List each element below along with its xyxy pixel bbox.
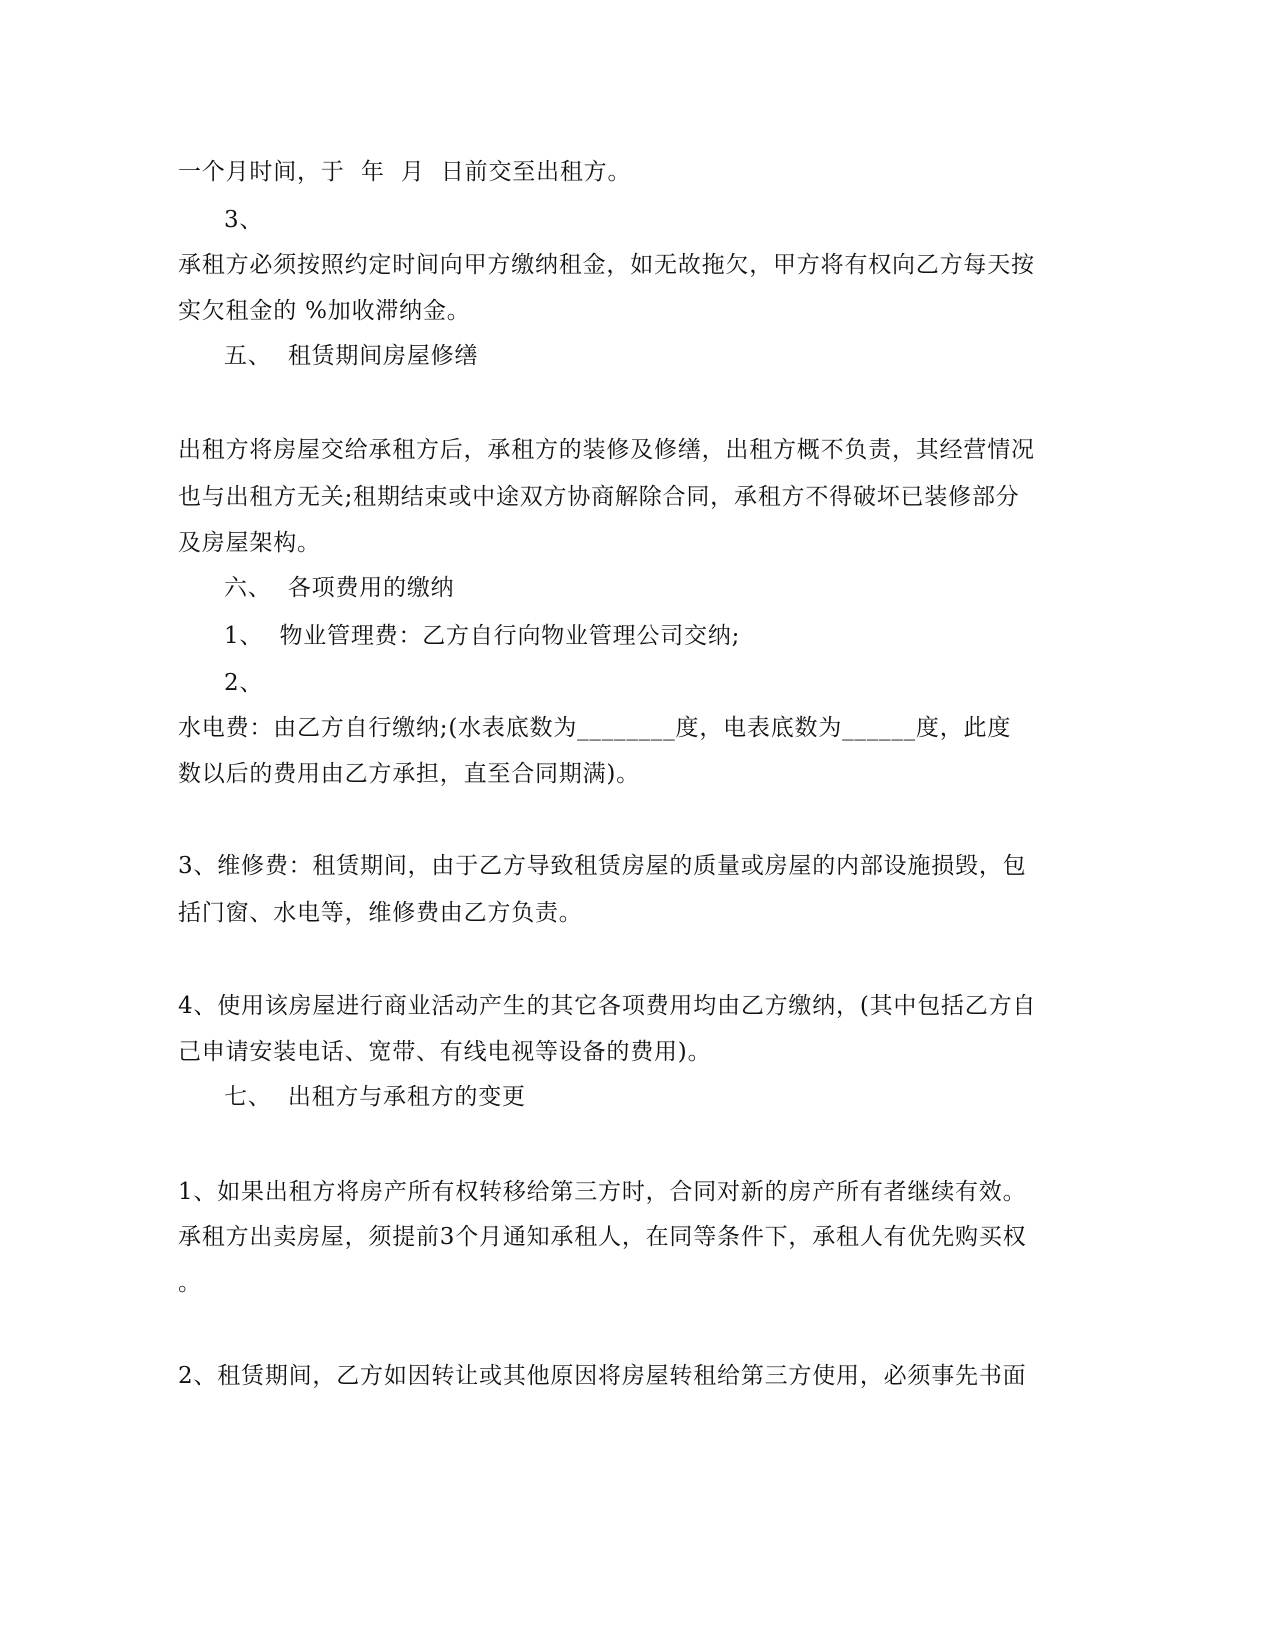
text-line: 。 (178, 1270, 202, 1296)
clause-line: 1、 物业管理费：乙方自行向物业管理公司交纳; (224, 623, 741, 649)
text-line: 3、维修费：租赁期间，由于乙方导致租赁房屋的质量或房屋的内部设施损毁，包 (178, 853, 1027, 879)
text-line: 数以后的费用由乙方承担，直至合同期满)。 (178, 761, 640, 787)
text-line: 实欠租金的 %加收滞纳金。 (178, 298, 471, 324)
text-line: 及房屋架构。 (178, 530, 321, 556)
clause-number: 2、 (224, 670, 264, 696)
text-line: 水电费：由乙方自行缴纳;(水表底数为________度，电表底数为______度，此度 (178, 715, 1012, 741)
text-line: 1、如果出租方将房产所有权转移给第三方时，合同对新的房产所有者继续有效。 (178, 1179, 1027, 1205)
text-line: 承租方出卖房屋，须提前3个月通知承租人，在同等条件下，承租人有优先购买权 (178, 1224, 1027, 1250)
text-line: 己申请安装电话、宽带、有线电视等设备的费用)。 (178, 1039, 712, 1065)
text-line: 出租方将房屋交给承租方后，承租方的装修及修缮，出租方概不负责，其经营情况 (178, 437, 1035, 463)
text-line: 一个月时间，于 年 月 日前交至出租方。 (178, 159, 632, 185)
text-line: 也与出租方无关;租期结束或中途双方协商解除合同，承租方不得破坏已装修部分 (178, 484, 1020, 510)
text-line: 2、租赁期间，乙方如因转让或其他原因将房屋转租给第三方使用，必须事先书面 (178, 1363, 1027, 1389)
text-line: 4、使用该房屋进行商业活动产生的其它各项费用均由乙方缴纳，(其中包括乙方自 (178, 993, 1037, 1019)
text-line: 承租方必须按照约定时间向甲方缴纳租金，如无故拖欠，甲方将有权向乙方每天按 (178, 252, 1035, 278)
section-heading: 七、 出租方与承租方的变更 (224, 1084, 526, 1110)
text-line: 括门窗、水电等，维修费由乙方负责。 (178, 900, 583, 926)
section-heading: 六、 各项费用的缴纳 (224, 575, 455, 601)
section-heading: 五、 租赁期间房屋修缮 (224, 343, 479, 369)
clause-number: 3、 (224, 207, 264, 233)
